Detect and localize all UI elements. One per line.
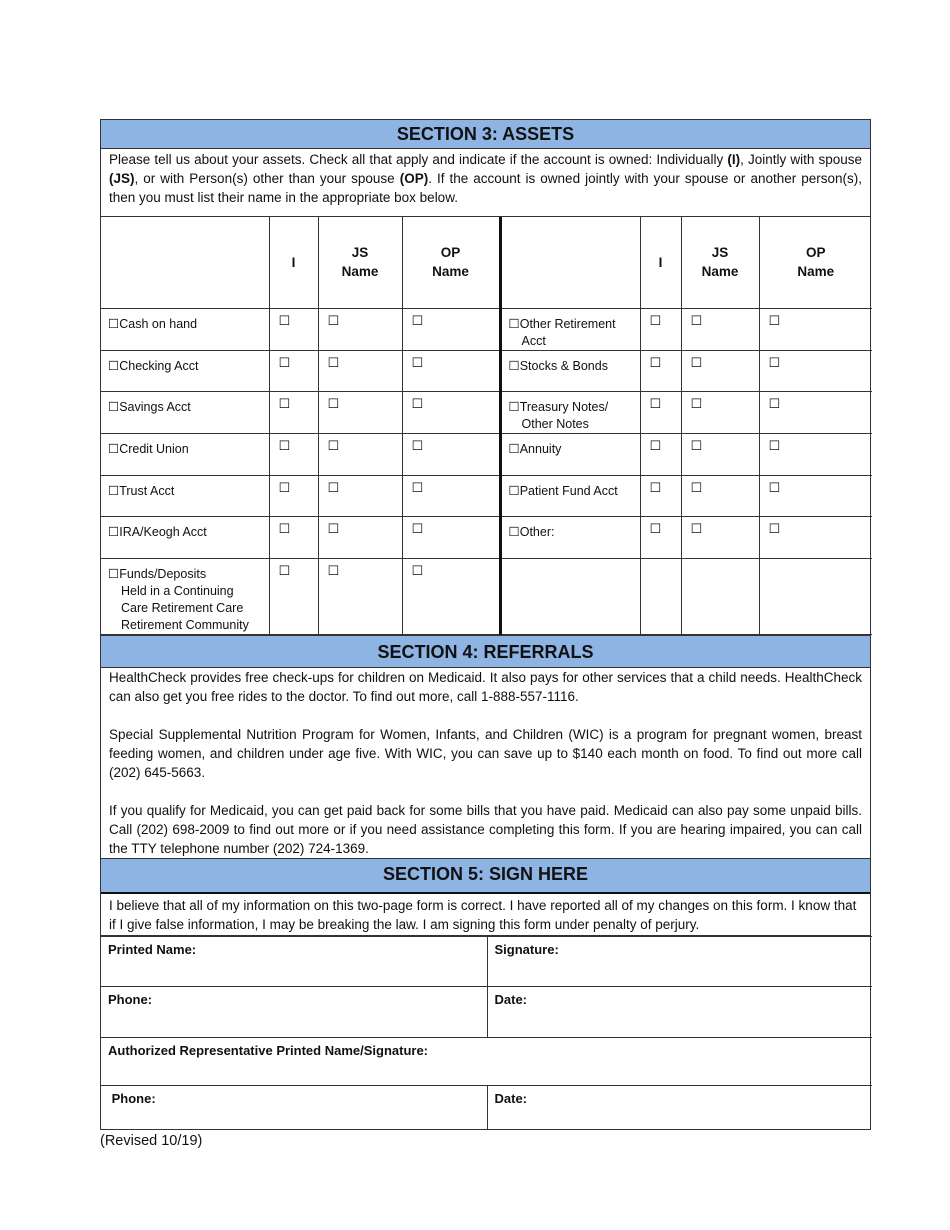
col-header-op: OP Name [402,217,500,308]
asset-row [101,308,872,350]
ownership-cell[interactable] [681,350,759,392]
ownership-cell[interactable] [269,517,318,559]
perjury-statement: I believe that all of my information on this two-page form is correct. I have reported all of my changes on this form. I know that if I give false information, I may be breaking the law. I am signing this form under penalty of perjury. [101,894,870,936]
checkbox-icon[interactable]: ☐ [768,521,781,536]
checkbox-icon[interactable]: ☐ [690,354,703,370]
date-field[interactable]: Date: [487,986,872,1037]
ownership-cell[interactable] [269,308,318,350]
assets-header-row [101,217,872,308]
referrals-body [101,668,870,858]
col-header-i: I [269,217,318,308]
section3-title: SECTION 3: ASSETS [101,120,870,149]
checkbox-icon[interactable]: ☐ [508,442,520,456]
ownership-cell[interactable] [681,434,759,476]
ownership-cell [640,558,681,634]
right-asset-label[interactable] [500,558,640,634]
assets-table [101,217,872,635]
left-asset-label[interactable]: ☐Trust Acct [101,475,269,517]
checkbox-icon[interactable]: ☐ [278,438,291,453]
signature-field[interactable]: Signature: [487,936,872,986]
checkbox-icon[interactable]: ☐ [690,479,703,495]
checkbox-icon[interactable]: ☐ [108,316,120,331]
checkbox-icon[interactable]: ☐ [649,354,662,370]
ownership-cell[interactable] [402,517,500,559]
checkbox-icon[interactable]: ☐ [768,479,781,495]
left-asset-label[interactable]: ☐Checking Acct [101,350,269,392]
checkbox-icon[interactable]: ☐ [649,438,662,453]
printed-name-field[interactable]: Printed Name: [101,936,487,986]
phone-field[interactable]: Phone: [101,986,487,1037]
checkbox-icon[interactable]: ☐ [278,479,291,495]
application-form [100,119,871,1130]
checkbox-icon[interactable]: ☐ [108,525,120,539]
ownership-cell[interactable] [318,350,402,392]
asset-row [101,392,872,434]
ownership-cell[interactable] [640,350,681,392]
ownership-cell[interactable] [640,475,681,517]
ownership-cell[interactable] [640,517,681,559]
left-asset-label[interactable]: ☐Funds/Deposits Held in a Continuing Care Retirement Care Retirement Community [101,558,269,634]
checkbox-icon[interactable]: ☐ [278,521,291,536]
checkbox-icon[interactable]: ☐ [327,396,340,411]
checkbox-icon[interactable]: ☐ [108,566,120,581]
right-asset-label[interactable]: ☐Treasury Notes/ Other Notes [500,392,640,434]
ownership-cell[interactable] [759,434,872,476]
signature-table [101,936,872,1130]
ownership-cell[interactable] [318,392,402,434]
left-asset-label[interactable]: ☐IRA/Keogh Acct [101,517,269,559]
checkbox-icon[interactable]: ☐ [508,525,520,539]
ownership-cell[interactable] [269,392,318,434]
ownership-cell[interactable] [640,392,681,434]
checkbox-icon[interactable]: ☐ [411,396,424,411]
ownership-cell[interactable] [318,558,402,634]
ownership-cell[interactable] [269,434,318,476]
ownership-cell[interactable] [759,308,872,350]
checkbox-icon[interactable]: ☐ [411,354,424,370]
ownership-cell[interactable] [759,475,872,517]
checkbox-icon[interactable]: ☐ [411,312,424,328]
checkbox-icon[interactable]: ☐ [768,312,781,328]
asset-row [101,517,872,559]
checkbox-icon[interactable]: ☐ [411,521,424,536]
right-asset-label[interactable]: ☐Other Retirement Acct [500,308,640,350]
section3-intro: Please tell us about your assets. Check all that apply and indicate if the account is owned: Individually (I), Jointly with spouse (JS), or with Person(s) other than your spouse (OP). If the account is owned jointly with your spouse or another person(s), then you must list their name in the appropriate box below. [101,149,870,217]
ownership-cell[interactable] [759,350,872,392]
checkbox-icon[interactable]: ☐ [690,396,703,411]
left-asset-label[interactable]: ☐Cash on hand [101,308,269,350]
asset-row [101,350,872,392]
ownership-cell[interactable] [402,434,500,476]
referral-medicaid: If you qualify for Medicaid, you can get paid back for some bills that you have paid. Medicaid can also pay some unpaid bills. Call (202) 698-2009 to find out more or if you need assistance completing this form. If you are hearing impaired, you can call the TTY telephone number (202) 724-1369. [109,802,862,856]
ownership-cell[interactable] [269,558,318,634]
asset-row [101,558,872,634]
checkbox-icon[interactable]: ☐ [508,316,520,331]
referral-wic: Special Supplemental Nutrition Program for Women, Infants, and Children (WIC) is a program for pregnant women, breast feeding women, and children under age five. With WIC, you can save up to $140 each month on food. To find out more call (202) 645-5663. [109,726,862,780]
rep-date-field[interactable]: Date: [487,1085,872,1129]
checkbox-icon[interactable]: ☐ [108,442,120,456]
left-asset-label[interactable]: ☐Savings Acct [101,392,269,434]
checkbox-icon[interactable]: ☐ [690,521,703,536]
left-asset-label[interactable]: ☐Credit Union [101,434,269,476]
checkbox-icon[interactable]: ☐ [327,562,340,578]
checkbox-icon[interactable]: ☐ [108,483,120,498]
checkbox-icon[interactable]: ☐ [278,354,291,370]
section5-title: SECTION 5: SIGN HERE [101,858,870,894]
rep-phone-field[interactable]: Phone: [101,1085,487,1129]
authorized-rep-field[interactable]: Authorized Representative Printed Name/Signature: [101,1037,872,1085]
ownership-cell[interactable] [759,392,872,434]
right-asset-label[interactable]: ☐Stocks & Bonds [500,350,640,392]
checkbox-icon[interactable]: ☐ [768,354,781,370]
right-asset-label[interactable]: ☐Patient Fund Acct [500,475,640,517]
ownership-cell[interactable] [318,434,402,476]
ownership-cell[interactable] [640,434,681,476]
ownership-cell[interactable] [318,475,402,517]
checkbox-icon[interactable]: ☐ [411,438,424,453]
ownership-cell[interactable] [402,308,500,350]
checkbox-icon[interactable]: ☐ [278,312,291,328]
ownership-cell [681,558,759,634]
ownership-cell[interactable] [402,475,500,517]
checkbox-icon[interactable]: ☐ [690,438,703,453]
ownership-cell[interactable] [681,392,759,434]
checkbox-icon[interactable]: ☐ [108,400,120,414]
col-header-i-right: I [640,217,681,308]
checkbox-icon[interactable]: ☐ [649,479,662,495]
checkbox-icon[interactable]: ☐ [690,312,703,328]
ownership-cell[interactable] [269,350,318,392]
checkbox-icon[interactable]: ☐ [649,396,662,411]
right-asset-label[interactable]: ☐Annuity [500,434,640,476]
ownership-cell[interactable] [318,517,402,559]
col-header-js-right: JS Name [681,217,759,308]
referral-healthcheck: HealthCheck provides free check-ups for children on Medicaid. It also pays for other services that a child needs. HealthCheck can also get you free rides to the doctor. To find out more, call 1-888-557-1116. [109,669,862,704]
checkbox-icon[interactable]: ☐ [649,521,662,536]
checkbox-icon[interactable]: ☐ [649,312,662,328]
section4-title: SECTION 4: REFERRALS [101,635,870,668]
checkbox-icon[interactable]: ☐ [508,400,520,414]
asset-row [101,434,872,476]
ownership-cell[interactable] [681,308,759,350]
ownership-cell[interactable] [759,517,872,559]
ownership-cell[interactable] [402,558,500,634]
checkbox-icon[interactable]: ☐ [327,312,340,328]
ownership-cell[interactable] [681,475,759,517]
checkbox-icon[interactable]: ☐ [768,396,781,411]
checkbox-icon[interactable]: ☐ [327,354,340,370]
checkbox-icon[interactable]: ☐ [411,562,424,578]
checkbox-icon[interactable]: ☐ [768,438,781,453]
checkbox-icon[interactable]: ☐ [278,562,291,578]
checkbox-icon[interactable]: ☐ [327,479,340,495]
checkbox-icon[interactable]: ☐ [108,358,120,373]
checkbox-icon[interactable]: ☐ [508,483,520,498]
ownership-cell[interactable] [681,517,759,559]
ownership-cell[interactable] [318,308,402,350]
ownership-cell[interactable] [402,350,500,392]
ownership-cell [759,558,872,634]
checkbox-icon[interactable]: ☐ [327,521,340,536]
ownership-cell[interactable] [402,392,500,434]
col-header-op-right: OP Name [759,217,872,308]
checkbox-icon[interactable]: ☐ [411,479,424,495]
asset-row [101,475,872,517]
right-asset-label[interactable]: ☐Other: [500,517,640,559]
ownership-cell[interactable] [269,475,318,517]
checkbox-icon[interactable]: ☐ [508,358,520,373]
checkbox-icon[interactable]: ☐ [278,396,291,411]
ownership-cell[interactable] [640,308,681,350]
col-header-js: JS Name [318,217,402,308]
revision-note: (Revised 10/19) [100,1133,203,1149]
checkbox-icon[interactable]: ☐ [327,438,340,453]
